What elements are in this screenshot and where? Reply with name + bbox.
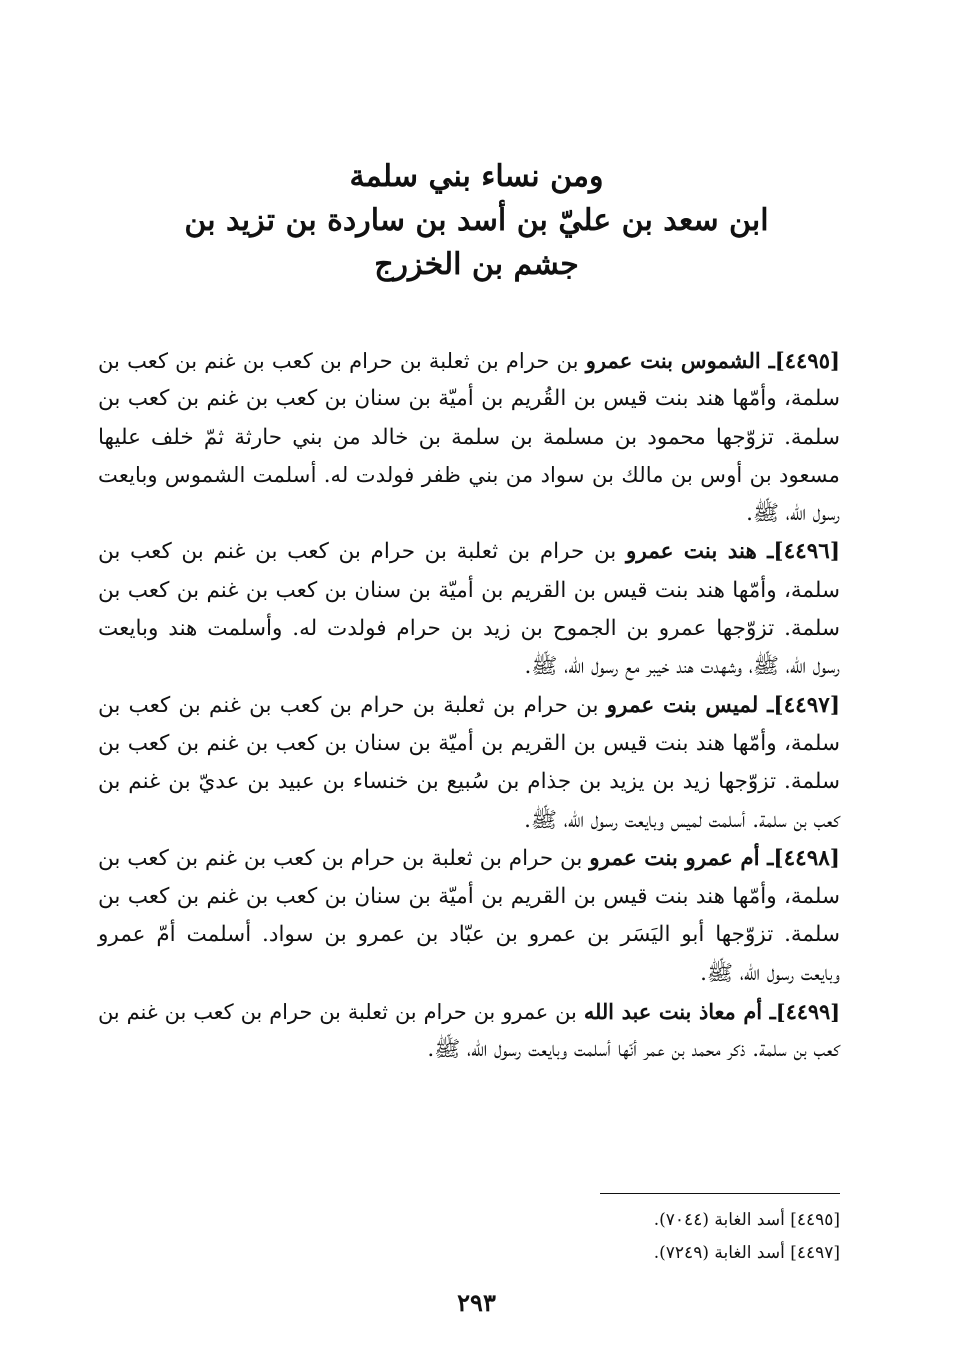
entry-line: رسول الله، ﷺ. bbox=[746, 501, 840, 527]
entry-line: كعب بن سلمة. أسلمت لميس وبايعت رسول الله، ﷺ. bbox=[524, 807, 840, 833]
entries-body bbox=[98, 342, 840, 1070]
entry-line: سلمة، وأمّها هند بنت قيس بن القريم بن أميّة بن سنان بن كعب بن غنم بن كعب بن bbox=[98, 730, 840, 756]
biography-entry bbox=[98, 993, 840, 1070]
entry-first-line bbox=[98, 840, 840, 878]
heading-line-1: ومن نساء بني سلمة bbox=[349, 159, 604, 194]
page-number: ٢٩٣ bbox=[457, 1288, 496, 1317]
entry-name: ـ هند بنت عمرو bbox=[625, 539, 774, 565]
entry-text: بن حرام بن ثعلبة بن حرام بن كعب بن غنم بن كعب بن bbox=[98, 845, 583, 871]
heading-line-3: جشم بن الخزرج bbox=[374, 247, 579, 282]
entry-first-line bbox=[98, 993, 840, 1031]
entry-first-line bbox=[98, 533, 840, 571]
entry-first-line bbox=[98, 687, 840, 725]
entry-text: بن حرام بن ثعلبة بن حرام بن كعب بن غنم بن كعب بن bbox=[98, 348, 579, 373]
entry-line: كعب بن سلمة. ذكر محمد بن عمر أنّها أسلمت وبايعت رسول الله، ﷺ. bbox=[427, 1037, 840, 1063]
entry-line: سلمة، وأمّها هند بنت قيس بن القُريم بن أميّة بن سنان بن كعب بن غنم بن كعب بن bbox=[98, 386, 840, 412]
entry-line: سلمة. تزوّجها عمرو بن الجموح بن زيد بن حرام فولدت له. وأسلمت هند وبايعت bbox=[98, 616, 840, 642]
entry-first-line bbox=[98, 342, 840, 380]
entry-line: سلمة، وأمّها هند بنت قيس بن القريم بن أميّة بن سنان بن كعب بن غنم بن كعب بن bbox=[98, 884, 840, 910]
biography-entry bbox=[98, 342, 840, 533]
entry-text: بن حرام بن ثعلبة بن حرام بن كعب بن غنم بن كعب بن bbox=[98, 539, 617, 565]
entry-number: [٤٤٩٧] bbox=[773, 692, 840, 718]
entry-name: ـ أم عمرو بنت عمرو bbox=[589, 845, 774, 871]
entry-line: مسعود بن أوس بن مالك بن سواد من بني ظفر فولدت له. أسلمت الشموس وبايعت bbox=[98, 462, 840, 488]
footnote: [٤٤٩٧] أسد الغابة (٧٢٤٩). bbox=[653, 1243, 840, 1263]
biography-entry bbox=[98, 687, 840, 840]
footnote-divider bbox=[600, 1193, 840, 1194]
biography-entry bbox=[98, 840, 840, 993]
entry-line: سلمة. تزوّجها محمود بن مسلمة بن سلمة بن خالد من بني حارثة ثمّ خلف عليها bbox=[98, 424, 840, 450]
entry-line: وبايعت رسول الله، ﷺ. bbox=[700, 960, 840, 986]
entry-line: رسول الله، ﷺ، وشهدت هند خيبر مع رسول الله، ﷺ. bbox=[524, 654, 840, 680]
heading-line-2: ابن سعد بن عليّ بن أسد بن ساردة بن تزيد بن bbox=[184, 203, 769, 238]
entry-name: ـ لميس بنت عمرو bbox=[606, 692, 774, 718]
entry-number: [٤٤٩٩] bbox=[775, 999, 841, 1025]
section-heading bbox=[80, 155, 873, 287]
footnote: [٤٤٩٥] أسد الغابة (٧٠٤٤). bbox=[653, 1210, 840, 1230]
entry-text: بن عمرو بن حرام بن ثعلبة بن حرام بن كعب بن غنم بن bbox=[98, 1000, 577, 1025]
entry-number: [٤٤٩٦] bbox=[773, 539, 840, 565]
biography-entry bbox=[98, 533, 840, 686]
entry-number: [٤٤٩٥] bbox=[774, 348, 841, 373]
entry-name: ـ الشموس بنت عمرو bbox=[585, 348, 775, 373]
footnotes bbox=[654, 1204, 840, 1270]
entry-line: سلمة، وأمّها هند بنت قيس بن القريم بن أميّة بن سنان بن كعب بن غنم بن كعب بن bbox=[98, 577, 840, 603]
entry-line: سلمة. تزوّجها أبو اليَسَر بن عمرو بن عبّاد بن عمرو بن سواد. أسلمت أمّ عمرو bbox=[98, 922, 840, 948]
entry-name: ـ أم معاذ بنت عبد الله bbox=[583, 999, 776, 1025]
entry-text: بن حرام بن ثعلبة بن حرام بن كعب بن غنم بن كعب بن bbox=[98, 692, 599, 718]
entry-line: سلمة. تزوّجها زيد بن يزيد بن جذام بن سُبيع بن خنساء بن عبيد بن عديّ بن غنم بن bbox=[98, 769, 840, 795]
entry-number: [٤٤٩٨] bbox=[773, 845, 840, 871]
